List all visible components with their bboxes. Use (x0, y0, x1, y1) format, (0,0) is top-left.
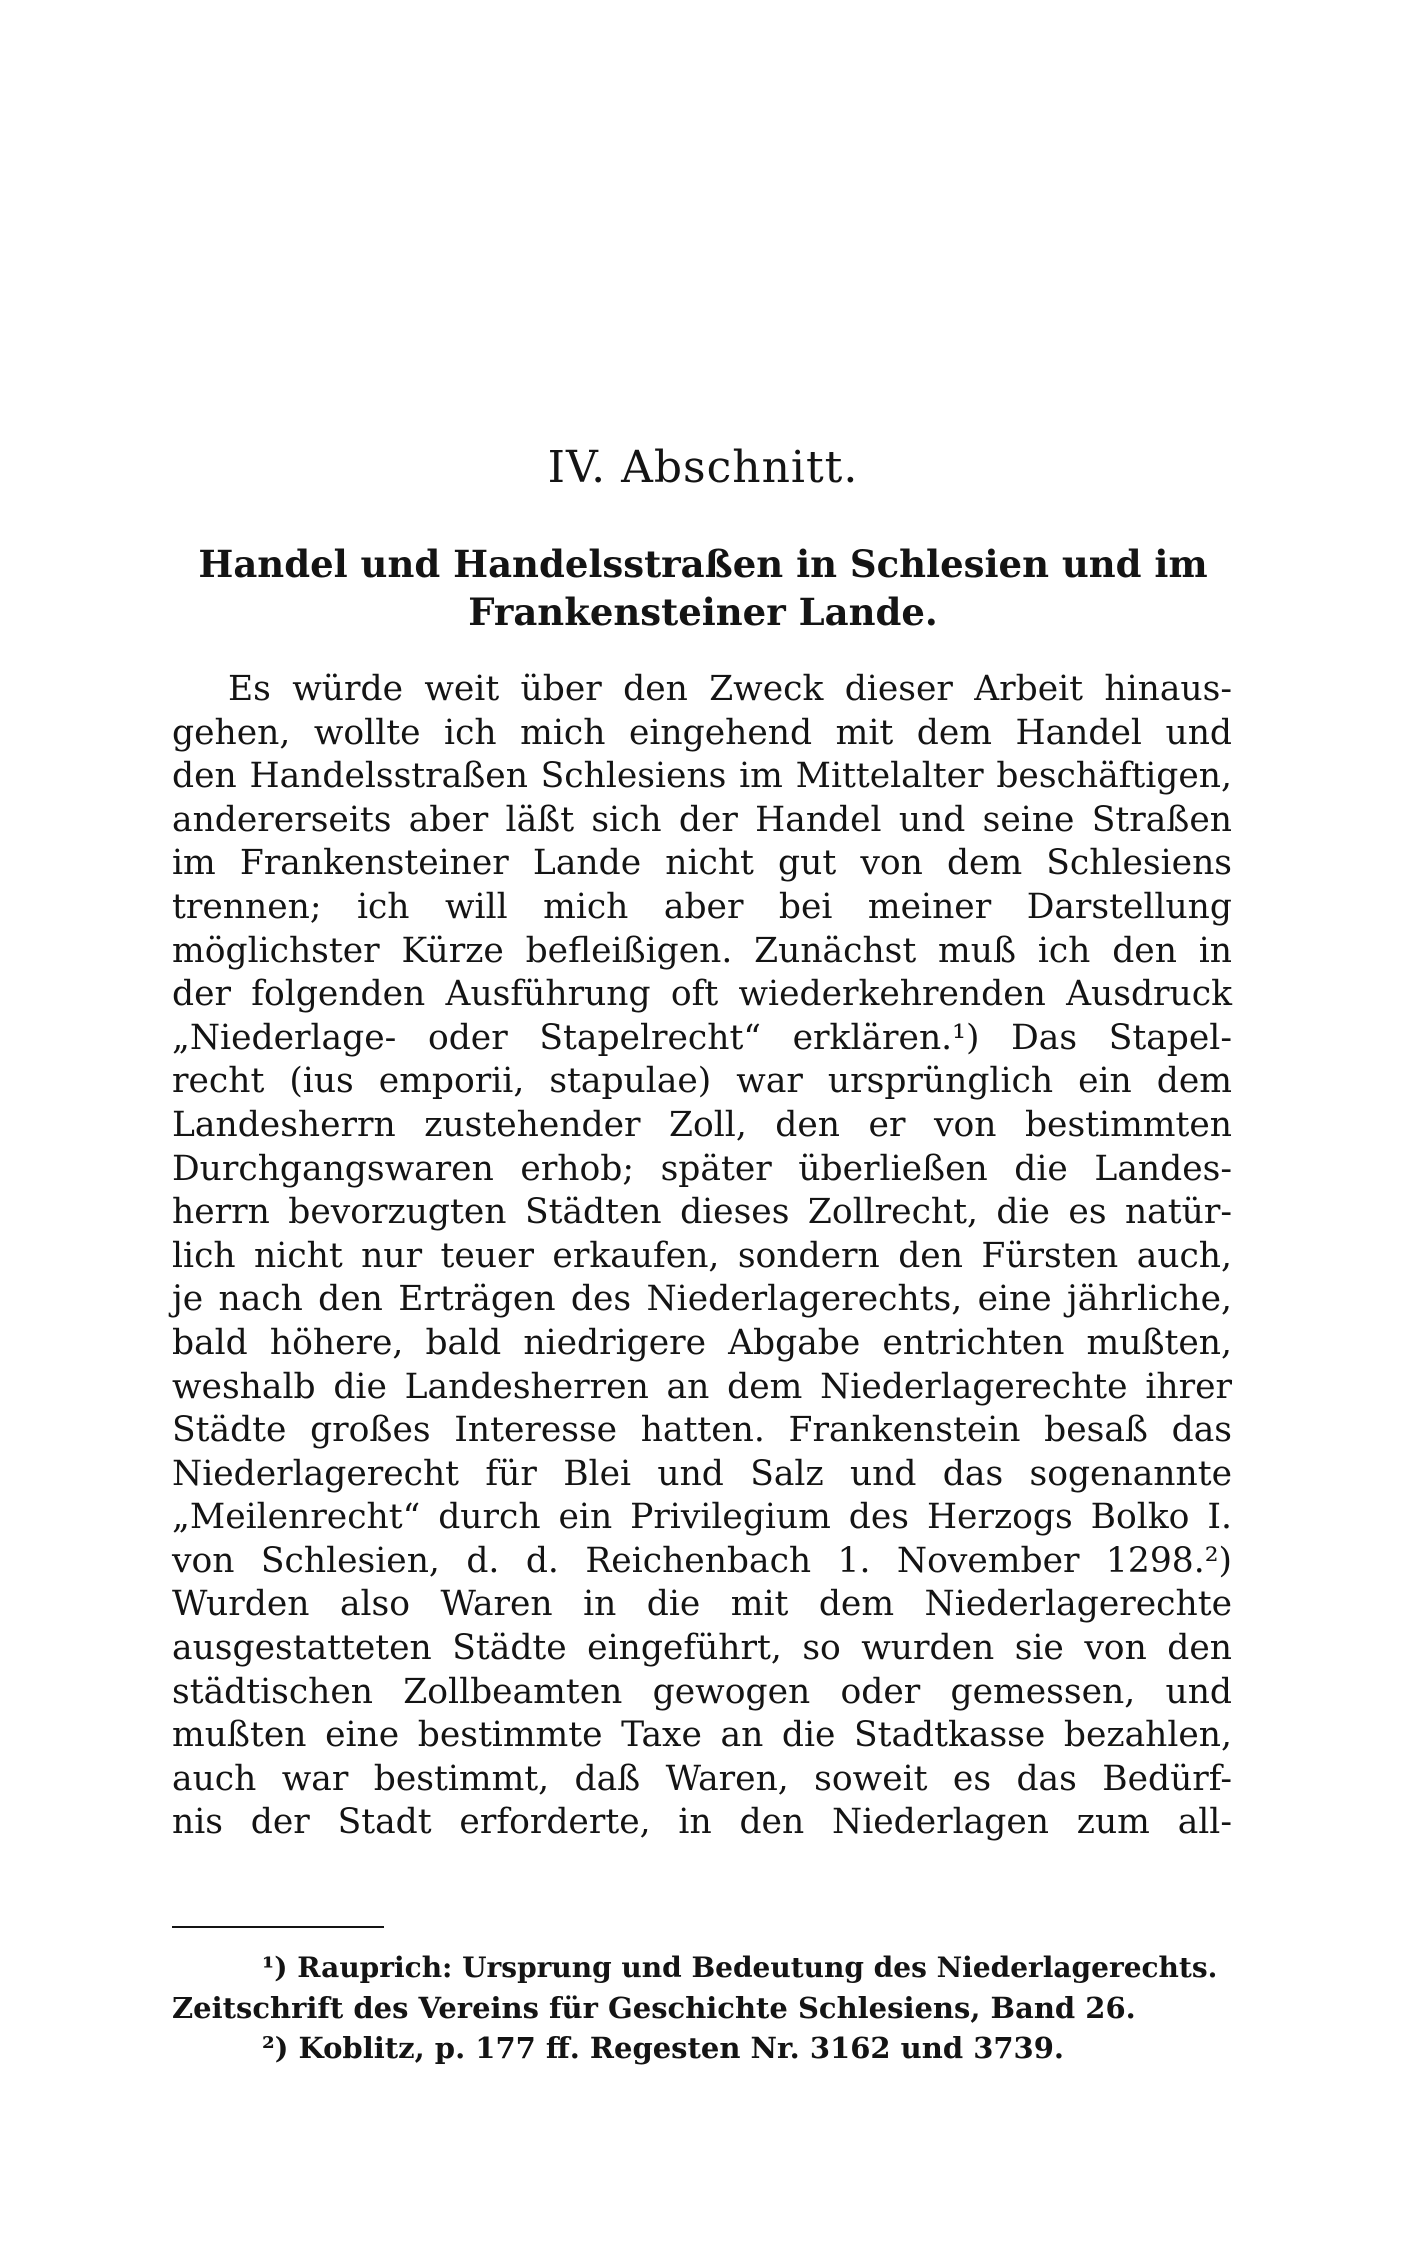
text-line: andererseits aber läßt sich der Handel und seine Straßen (172, 799, 1232, 840)
text-line: auch war bestimmt, daß Waren, soweit es das Bedürf- (172, 1758, 1232, 1799)
text-line: Es würde weit über den Zweck dieser Arbeit hinaus- (228, 669, 1232, 709)
text-line: ausgestatteten Städte eingeführt, so wurden sie von den (172, 1628, 1232, 1669)
chapter-heading: IV. Abschnitt. (547, 442, 859, 493)
text-line: Wurden also Waren in die mit dem Niederlagerechte (172, 1584, 1232, 1625)
footnote-line: ²) Koblitz, p. 177 ff. Regesten Nr. 3162 und 3739. (262, 2031, 1065, 2065)
text-line: weshalb die Landesherren an dem Niederlagerechte ihrer (172, 1366, 1232, 1407)
footnotes (172, 1948, 1232, 2068)
text-line: von Schlesien, d. d. Reichenbach 1. November 1298.²) (172, 1540, 1232, 1581)
text-line: recht (ius emporii, stapulae) war ursprünglich ein dem (172, 1061, 1232, 1102)
footnote-divider (172, 1926, 384, 1928)
text-line: je nach den Erträgen des Niederlagerechts, eine jährliche, (172, 1279, 1232, 1320)
text-line: nis der Stadt erforderte, in den Niederlagen zum all- (172, 1802, 1232, 1843)
text-line: herrn bevorzugten Städten dieses Zollrecht, die es natür- (172, 1192, 1232, 1233)
section-title-line: Frankensteiner Lande. (468, 590, 938, 634)
text-line: den Handelsstraßen Schlesiens im Mittelalter beschäftigen, (172, 756, 1232, 797)
footnote-line: Zeitschrift des Vereins für Geschichte Schlesiens, Band 26. (172, 1991, 1136, 2025)
footnote-line: ¹) Rauprich: Ursprung und Bedeutung des Niederlagerechts. (262, 1951, 1218, 1984)
body-paragraph (172, 668, 1232, 1845)
text-line: mußten eine bestimmte Taxe an die Stadtkasse bezahlen, (172, 1715, 1232, 1756)
section-title (170, 540, 1236, 636)
text-line: städtischen Zollbeamten gewogen oder gemessen, und (172, 1671, 1232, 1712)
text-line: Landesherrn zustehender Zoll, den er von bestimmten (172, 1104, 1232, 1145)
text-line: der folgenden Ausführung oft wiederkehrenden Ausdruck (172, 974, 1232, 1015)
text-line: Niederlagerecht für Blei und Salz und das sogenannte (172, 1453, 1232, 1494)
text-line: möglichster Kürze befleißigen. Zunächst muß ich den in (172, 930, 1232, 971)
section-title-line: Handel und Handelsstraßen in Schlesien und im (198, 542, 1208, 586)
text-line: im Frankensteiner Lande nicht gut von dem Schlesiens (172, 843, 1232, 884)
text-line: gehen, wollte ich mich eingehend mit dem Handel und (172, 712, 1232, 753)
text-line: lich nicht nur teuer erkaufen, sondern den Fürsten auch, (172, 1235, 1232, 1276)
text-line: „Niederlage- oder Stapelrecht“ erklären.¹) Das Stapel- (172, 1017, 1232, 1058)
text-line: Durchgangswaren erhob; später überließen die Landes- (172, 1148, 1232, 1189)
text-line: trennen; ich will mich aber bei meiner Darstellung (172, 886, 1232, 927)
text-line: „Meilenrecht“ durch ein Privilegium des Herzogs Bolko I. (172, 1497, 1232, 1538)
text-line: Städte großes Interesse hatten. Frankenstein besaß das (172, 1410, 1232, 1451)
text-line: bald höhere, bald niedrigere Abgabe entrichten mußten, (172, 1322, 1232, 1363)
